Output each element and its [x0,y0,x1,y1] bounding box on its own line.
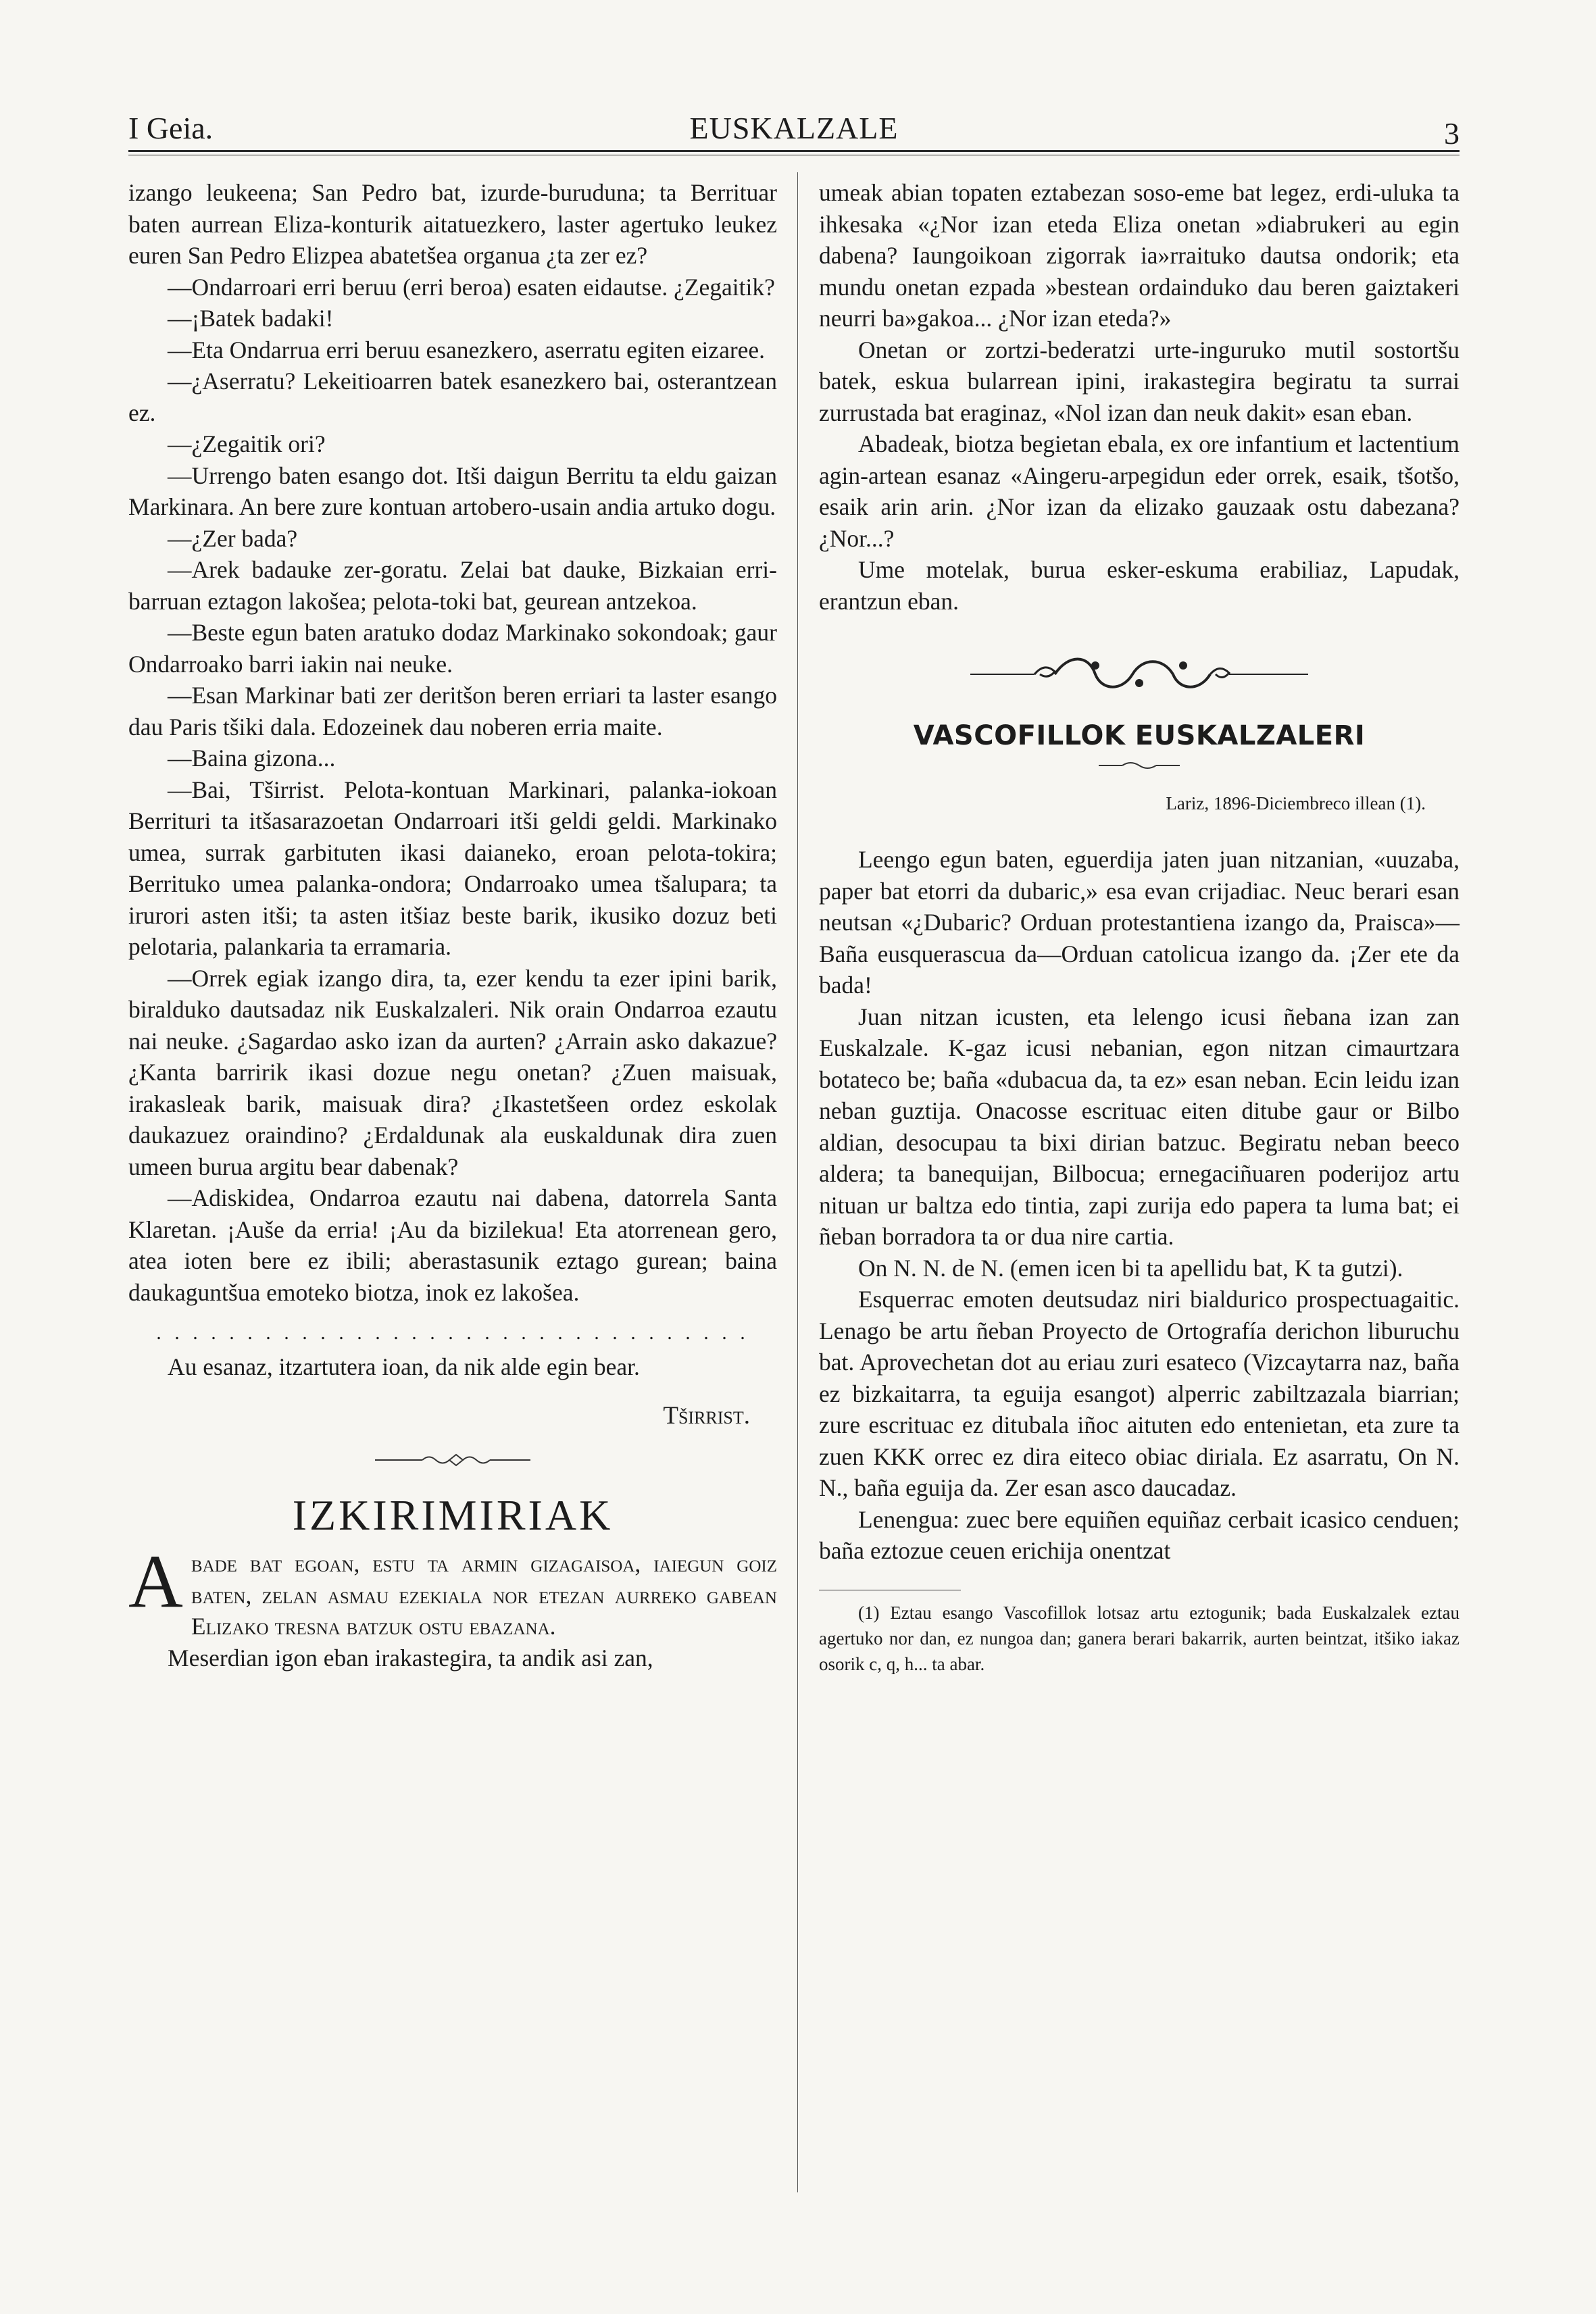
section-title-izkirimiriak: IZKIRIMIRIAK [292,1491,614,1539]
paragraph: —Orrek egiak izango dira, ta, ezer kendu ta ezer ipini barik, biralduko dautsadaz nik Euskalzaleri. Nik orain Ondarroa ezautu nai neuke. ¿Sagardao asko izan da aurten? ¿Arrain asko dakazue? ¿Kanta barririk ikasi dozue negu onetan? ¿Zuen maisuak, irakasleak barik, maisuak dira? ¿Ikastetšeen ordez eskolak daukazuez oraindino? ¿Erdaldunak ala euskaldunak dira zuen umeen burua argitu bear dabenak? [128,964,777,1180]
section-title-vascofillok: VASCOFILLOK EUSKALZALERI [913,720,1366,751]
small-ornament [1099,760,1180,771]
volume-label: I Geia. [128,111,214,145]
paragraph: Onetan or zortzi-bederatzi urte-inguruko mutil sostortšu batek, eskua bularrean ipini, irakastegira begiratu ta surrai zurrustada bat eraginaz, «Nol izan dan neuk dakit» esan eban. [819,336,1460,426]
paragraph: —Ondarroari erri beruu (erri beroa) esaten eidautse. ¿Zegaitik? [168,273,775,301]
paragraph: Ume motelak, burua esker-eskuma erabiliaz, Lapudak, erantzun eban. [819,556,1460,615]
paragraph: —Eta Ondarrua erri beruu esanezkero, aserratu egiten eizaree. [168,336,766,363]
paragraph: Juan nitzan icusten, eta lelengo icusi ñebana izan zan Euskalzale. K-gaz icusi nebanian, egon nitzan cimaurtzara botateco be; baña «dubacua da, ta ez» esan neban. Ecin leidu izan neban guztija. Onacosse escrituac eiten ditube gaur or Bilbo aldian, desocupau ta bixi dirian batzuc. Begiratu neban beeco aldera; ta banequijan, Bilbocua; ernegaciñuaren poderijoz artu nituan ur baltza edo tintia, zapi zurija edo papera ta luma bat; ei ñeban borradora ta or dua nire cartia. [819,1003,1460,1250]
dotted-separator: . . . . . . . . . . . . . . . . . . . . . . . . . . . . . . . . . [156,1322,749,1344]
paragraph: —Adiskidea, Ondarroa ezautu nai dabena, datorrela Santa Klaretan. ¡Auše da erria! ¡Au da bizilekua! Eta atorrenean gero, atea ioten bere ez ibili; aberastasunik eztago gurean; baina daukaguntšua emoteko biotza, inok ez lakošea. [128,1184,777,1306]
paragraph: —¿Zer bada? [168,524,298,552]
paragraph: —Beste egun baten aratuko dodaz Markinako sokondoak; gaur Ondarroako barri iakin nai neuke. [128,619,777,678]
header-rule [128,150,1460,152]
page-number: 3 [1444,116,1460,151]
journal-title: EUSKALZALE [689,111,899,145]
paragraph: —Baina gizona... [168,745,336,772]
left-column [128,177,777,1674]
paragraph: —¿Aserratu? Lekeitioarren batek esanezkero bai, osterantzean ez. [128,368,777,426]
paragraph: —Arek badauke zer-goratu. Zelai bat dauke, Bizkaian erri-barruan eztagon lakošea; pelota-toki bat, geurean antzekoa. [128,556,777,615]
paragraph: On N. N. de N. (emen icen bi ta apellidu bat, K ta gutzi). [858,1254,1403,1282]
paragraph: Abadeak, biotza begietan ebala, ex ore infantium et lactentium agin-artean esanaz «Aingeru-arpegidun eder orrek, esaik, tšotšo, esaik arin arin. ¿Nor izan da elizako gauzaak ostu dabezana? ¿Nor...? [819,430,1460,552]
paragraph: Lenengua: zuec bere equiñen equiñaz cerbait icasico cenduen; baña eztozue ceuen erichija onentzat [819,1505,1460,1564]
right-column [819,177,1460,1677]
ornament-flourish [970,657,1308,691]
dropcap-paragraph [128,1540,777,1642]
paragraph: —Bai, Tširrist. Pelota-kontuan Markinari, palanka-iokoan Berrituri ta itšasarazoetan Ondarroari itši geldi geldi. Markinako umea, surrak garbituten ikasi daianeko, eroan pelota-tokira; Berrituko umea palanka-ondora; Ondarroako umea tšalupara; ta irurori asten itši; ta asten itšiaz beste barik, ikusiko dozuz beti pelotaria, palankaria ta erramaria. [128,776,777,960]
ornament-divider [375,1452,530,1468]
paragraph: —¿Zegaitik ori? [168,430,326,457]
paragraph-text: bade bat egoan, estu ta armin gizagaisoa, iaiegun goiz baten, zelan asmau ezekiala nor etezan aurreko gabean Elizako tresna batzuk ostu ebazana. [191,1550,777,1640]
column-divider [797,172,798,2192]
drop-cap: A [128,1540,183,1624]
running-header [128,105,1460,152]
paragraph: Leengo egun baten, eguerdija jaten juan nitzanian, «uuzaba, paper bat etorri da dubaric,» esa evan crijadiac. Neuc berari esan neutsan «¿Dubaric? Orduan protestantiena izango da, Praisca»—Baña eusquerascua da—Orduan catolicua izango da. ¡Zer ete da bada! [819,846,1460,999]
paragraph: —¡Batek badaki! [168,305,334,332]
closing-line: Au esanaz, itzartutera ioan, da nik alde egin bear. [168,1353,640,1380]
letter-dateline: Lariz, 1896-Diciembreco illean (1). [1166,793,1426,813]
paragraph: umeak abian topaten eztabezan soso-eme bat legez, erdi-uluka ta ihkesaka «¿Nor izan eteda Eliza onetan »diabrukeri au egin dabena? Iaungoikoan zigorrak ia»rraituko dautsa ondorik; eta mundu onetan ezpada »bestean ordainduko dau beren gaiztakeri neurri ba»gakoa... ¿Nor izan eteda?» [819,179,1460,332]
paragraph: Esquerrac emoten deutsudaz niri bialdurico prospectuagaitic. Lenago be artu ñeban Proyecto de Ortografía derichon liburuchu bat. Aprovechetan dot au eriau zuri esateco (Vizcaytarra naz, baña ez bizkaitarra, ta eguija esangot) alperric zabiltzazala biarrian; zure escrituac ez ditubala iñoc aituten edo entenietan, eta zure ta zuen KKK orrec ez dira eiteco obiac diriala. Ez asarratu, On N. N., baña eguija da. Zer esan asco daucadaz. [819,1286,1460,1501]
author-signature: Tširrist. [663,1401,750,1430]
paragraph: Meserdian igon eban irakastegira, ta andik asi zan, [168,1644,653,1671]
footnote: (1) Eztau esango Vascofillok lotsaz artu eztogunik; bada Euskalzalek eztau agertuko nor dan, ez nungoa dan; ganera berari bakarrik, aurten beintzat, itšiko iakaz osorik c, q, h... ta abar. [819,1602,1460,1674]
paragraph: —Esan Markinar bati zer deritšon beren erriari ta laster esango dau Paris tšiki dala. Edozeinek dau noberen erria maite. [128,682,777,740]
paragraph: izango leukeena; San Pedro bat, izurde-buruduna; ta Berrituar baten aurrean Eliza-konturik aitatuezkero, laster agertuko leukez euren San Pedro Elizpea abatetšea organua ¿ta zer ez? [128,179,777,269]
paragraph: —Urrengo baten esango dot. Itši daigun Berritu ta eldu gaizan Markinara. An bere zure kontuan artobero-usain andia artuko dogu. [128,461,777,520]
